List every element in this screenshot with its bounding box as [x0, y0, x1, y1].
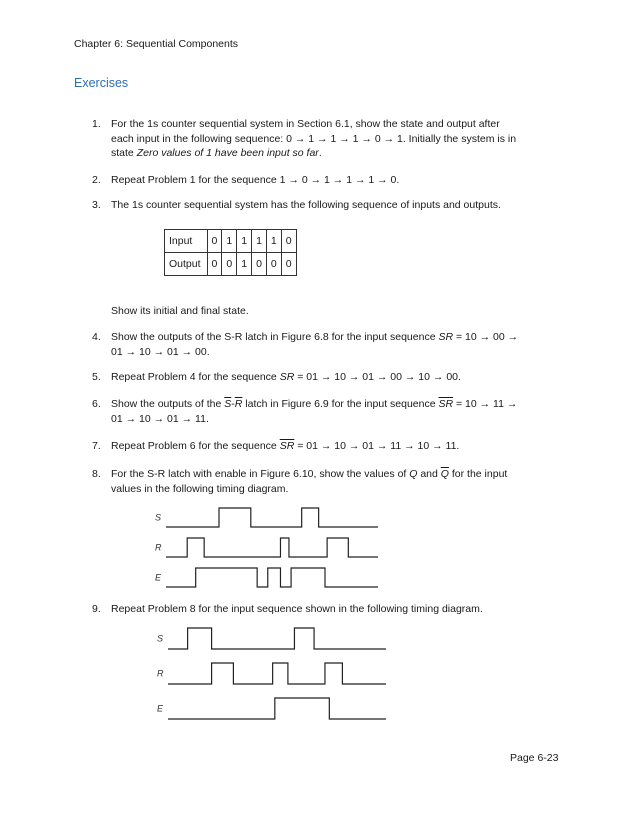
exercise-text-line: Show the outputs of the S-R latch in Figure 6.8 for the input sequence SR = 10 → 00 →: [111, 331, 519, 343]
table-cell: 1: [266, 230, 281, 253]
table-cell: 0: [252, 253, 267, 276]
exercise-text-line: each input in the following sequence: 0 → 1 → 1 → 1 → 0 → 1. Initially the system is in: [111, 132, 517, 145]
exercise-number: 3.: [92, 199, 101, 211]
exercise-number: 6.: [92, 398, 101, 410]
exercise-text: Repeat Problem 8 for the input sequence shown in the following timing diagram.: [111, 603, 483, 615]
exercise-number: 1.: [92, 118, 101, 130]
table-cell: 0: [207, 253, 222, 276]
signal-waveform-r: [168, 663, 386, 684]
table-cell: 0: [281, 230, 296, 253]
signal-label: S: [157, 633, 164, 644]
table-note: Show its initial and final state.: [111, 305, 249, 317]
exercise-text-line: Show the outputs of the $\overline{S}-\overline{R}$ latch in Figure 6.9 for the input sequence $\overline{SR} = 10 \to 11$ →: [111, 398, 518, 410]
exercise-number: 7.: [92, 440, 101, 452]
exercise-text: Repeat Problem 4 for the sequence SR = 01 → 10 → 01 → 00 → 10 → 00.: [111, 371, 461, 383]
exercise-number: 8.: [92, 468, 101, 480]
exercise-number: 2.: [92, 174, 101, 186]
chapter-header: Chapter 6: Sequential Components: [74, 38, 239, 50]
table-cell: 0: [222, 253, 237, 276]
table-cell: 0: [207, 230, 222, 253]
timing-diagram-9: [157, 628, 386, 719]
table-cell: 0: [281, 253, 296, 276]
table-cell: 1: [222, 230, 237, 253]
page-number: Page 6-23: [510, 752, 559, 764]
row-label: Output: [165, 253, 208, 276]
exercise-number: 4.: [92, 331, 101, 343]
section-title: Exercises: [74, 76, 129, 90]
signal-label: E: [155, 572, 162, 583]
exercise-text-line: For the S-R latch with enable in Figure 6.10, show the values of Q and $\overline{Q}$ for the input: [111, 468, 508, 480]
exercise-text: Repeat Problem 1 for the sequence 1 → 0 → 1 → 1 → 1 → 0.: [111, 174, 400, 186]
exercise-text-line: For the 1s counter sequential system in Section 6.1, show the state and output after: [111, 118, 500, 130]
signal-waveform-e: [168, 698, 386, 719]
exercise-text-line: state Zero values of 1 have been input so far.: [111, 147, 322, 159]
table-cell: 1: [237, 230, 252, 253]
signal-waveform-e: [166, 568, 378, 587]
signal-label: R: [155, 542, 162, 553]
signal-label: S: [155, 512, 162, 523]
row-label: Input: [165, 230, 208, 253]
signal-waveform-s: [166, 508, 378, 527]
exercise-text-line: values in the following timing diagram.: [111, 482, 289, 495]
signal-waveform-s: [168, 628, 386, 649]
signal-label: R: [157, 668, 164, 679]
signal-waveform-r: [166, 538, 378, 557]
exercise-text: Repeat Problem 6 for the sequence $\overline{SR} = 01 \to 10 \to 01 \to 11 \to 10 \to 11$.: [111, 440, 460, 452]
table-cell: 0: [266, 253, 281, 276]
table-cell: 1: [252, 230, 267, 253]
table-cell: 1: [237, 253, 252, 276]
timing-diagram-8: [155, 508, 378, 587]
exercise-text: The 1s counter sequential system has the following sequence of inputs and outputs.: [111, 199, 501, 211]
exercise-text-line: 01 → 10 → 01 → 11.: [111, 412, 209, 425]
exercise-text-line: 01 → 10 → 01 → 00.: [111, 345, 210, 358]
exercise-number: 5.: [92, 371, 101, 383]
exercise-number: 9.: [92, 603, 101, 615]
signal-label: E: [157, 703, 164, 714]
